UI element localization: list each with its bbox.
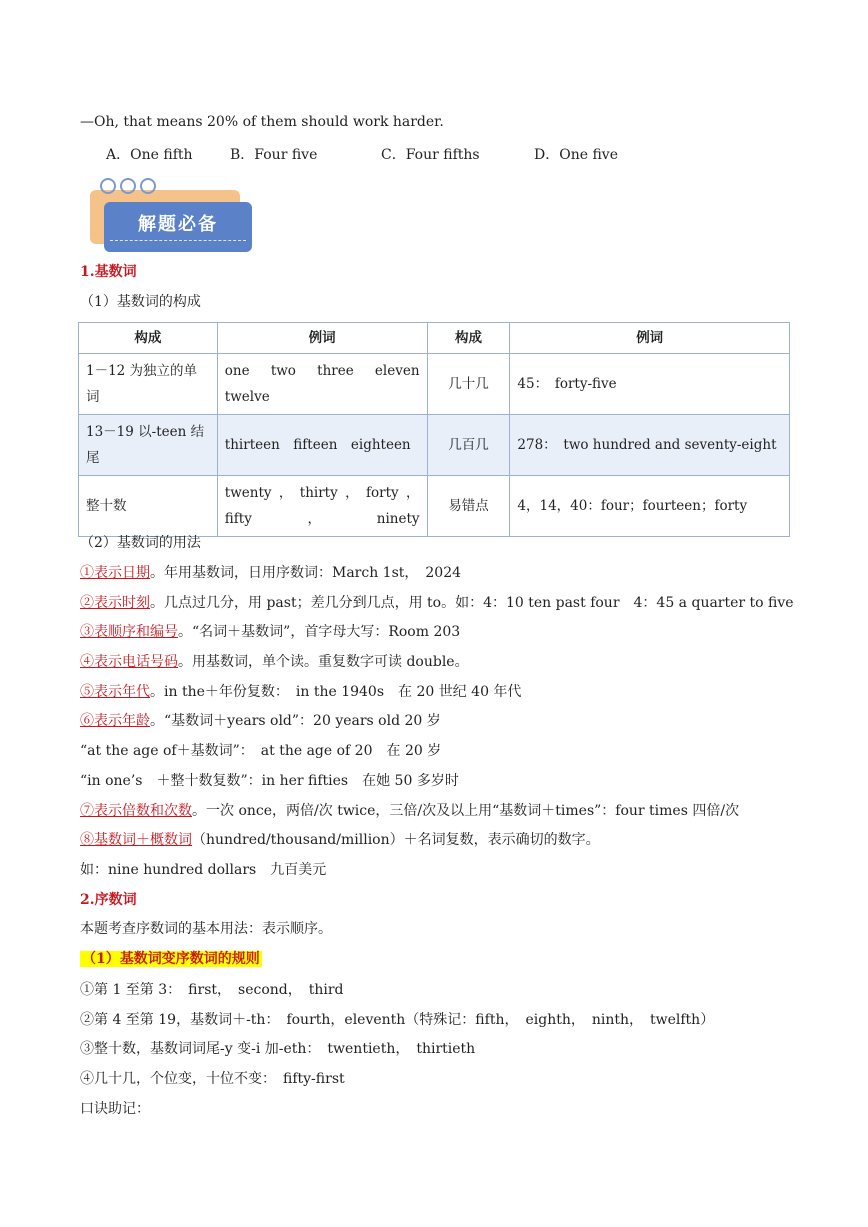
rule-line: ②第 4 至第 19，基数词＋-th： fourth，eleventh（特殊记：fifth， eighth， ninth， twelfth）	[80, 1012, 715, 1028]
rule-title-highlight: （1）基数词变序数词的规则	[82, 951, 260, 967]
ring-icon	[100, 178, 116, 194]
usage-text: （hundred/thousand/million）＋名词复数，表示确切的数字。	[192, 832, 600, 848]
usage-label: 表示年龄	[94, 713, 150, 729]
usage-label: 基数词＋概数词	[94, 832, 192, 848]
table-header: 例词	[217, 323, 427, 354]
ring-icon	[120, 178, 136, 194]
usage-text: 。in the＋年份复数： in the 1940s 在 20 世纪 40 年代	[150, 684, 522, 700]
ring-icon	[140, 178, 156, 194]
table-header: 构成	[79, 323, 218, 354]
table-cell: one two three eleven twelve	[217, 354, 427, 415]
table-cell: 4，14，40：four；fourteen；forty	[510, 476, 790, 537]
section2-title: 2.序数词	[80, 892, 137, 908]
answer-options	[0, 145, 868, 165]
rule-title	[80, 949, 262, 969]
section1-sub1: （1）基数词的构成	[80, 294, 201, 310]
age-line: “in one’s ＋整十数复数”：in her fifties 在她 50 多岁时	[80, 773, 459, 789]
option-text: Four five	[254, 147, 318, 163]
option-letter: C．	[381, 147, 406, 163]
table-row	[79, 476, 790, 537]
usage-label: 表示电话号码	[94, 654, 178, 670]
mnemonic-line: 口诀助记：	[80, 1101, 150, 1117]
table-cell: 整十数	[79, 476, 218, 537]
usage-label: 表示时刻	[94, 595, 150, 611]
section-badge	[88, 176, 258, 256]
usage-item	[80, 830, 600, 850]
usage-item	[80, 682, 521, 702]
usage-text: 。年用基数词，日用序数词：March 1st， 2024	[150, 565, 462, 581]
dialog-line: —Oh, that means 20% of them should work harder.	[80, 114, 444, 130]
example-line: 如：nine hundred dollars 九百美元	[80, 862, 327, 878]
usage-label: 表示年代	[94, 684, 150, 700]
usage-text: 。“基数词＋years old”：20 years old 20 岁	[150, 713, 441, 729]
table-cell: thirteen fifteen eighteen	[217, 415, 427, 476]
table-cell: 几十几	[427, 354, 510, 415]
cardinal-table	[78, 322, 790, 537]
option-c[interactable]	[381, 145, 480, 165]
option-letter: A．	[106, 147, 131, 163]
rule-line: ③整十数，基数词词尾-y 变-i 加-eth： twentieth， thirtieth	[80, 1041, 476, 1057]
usage-item	[80, 563, 461, 583]
badge-dash-line	[110, 240, 246, 241]
usage-text: 。用基数词，单个读。重复数字可读 double。	[178, 654, 469, 670]
table-cell: 易错点	[427, 476, 510, 537]
option-letter: D．	[534, 147, 560, 163]
section2-intro: 本题考查序数词的基本用法：表示顺序。	[80, 921, 332, 937]
age-line: “at the age of＋基数词”： at the age of 20 在 20 岁	[80, 743, 442, 759]
usage-item	[80, 711, 441, 731]
option-b[interactable]	[230, 145, 317, 165]
table-header: 构成	[427, 323, 510, 354]
table-cell: twenty，thirty，forty，fifty，ninety	[217, 476, 427, 537]
usage-mark: ④	[80, 654, 94, 670]
usage-mark: ⑤	[80, 684, 94, 700]
option-text: One five	[559, 147, 618, 163]
usage-text: 。一次 once，两倍/次 twice，三倍/次及以上用“基数词＋times”：four times 四倍/次	[192, 803, 740, 819]
table-cell: 几百几	[427, 415, 510, 476]
usage-item	[80, 622, 460, 642]
table-cell: 45： forty-five	[510, 354, 790, 415]
usage-item	[80, 652, 469, 672]
option-text: Four fifths	[405, 147, 480, 163]
table-cell: 278： two hundred and seventy-eight	[510, 415, 790, 476]
badge-title: 解题必备	[138, 214, 218, 235]
usage-mark: ②	[80, 595, 94, 611]
usage-mark: ①	[80, 565, 94, 581]
table-cell: 13－19 以-teen 结尾	[79, 415, 218, 476]
usage-label: 表示日期	[94, 565, 150, 581]
option-d[interactable]	[534, 145, 618, 165]
section1-title: 1.基数词	[80, 264, 137, 280]
table-header: 例词	[510, 323, 790, 354]
usage-label: 表示倍数和次数	[94, 803, 192, 819]
usage-item	[80, 593, 794, 613]
usage-mark: ③	[80, 624, 94, 640]
section1-sub2: （2）基数词的用法	[80, 535, 201, 551]
option-text: One fifth	[130, 147, 193, 163]
usage-label: 表顺序和编号	[94, 624, 178, 640]
usage-text: 。几点过几分，用 past；差几分到几点，用 to。如：4：10 ten past four 4：45 a quarter to five	[150, 595, 794, 611]
table-row	[79, 415, 790, 476]
usage-text: 。“名词＋基数词”，首字母大写：Room 203	[178, 624, 461, 640]
rule-line: ④几十几，个位变，十位不变： fifty-first	[80, 1071, 345, 1087]
option-letter: B．	[230, 147, 255, 163]
usage-mark: ⑧	[80, 832, 94, 848]
usage-mark: ⑥	[80, 713, 94, 729]
usage-mark: ⑦	[80, 803, 94, 819]
usage-item	[80, 801, 739, 821]
table-row	[79, 354, 790, 415]
option-a[interactable]	[106, 145, 193, 165]
table-header-row	[79, 323, 790, 354]
rule-line: ①第 1 至第 3： first， second， third	[80, 982, 344, 998]
table-cell: 1－12 为独立的单词	[79, 354, 218, 415]
